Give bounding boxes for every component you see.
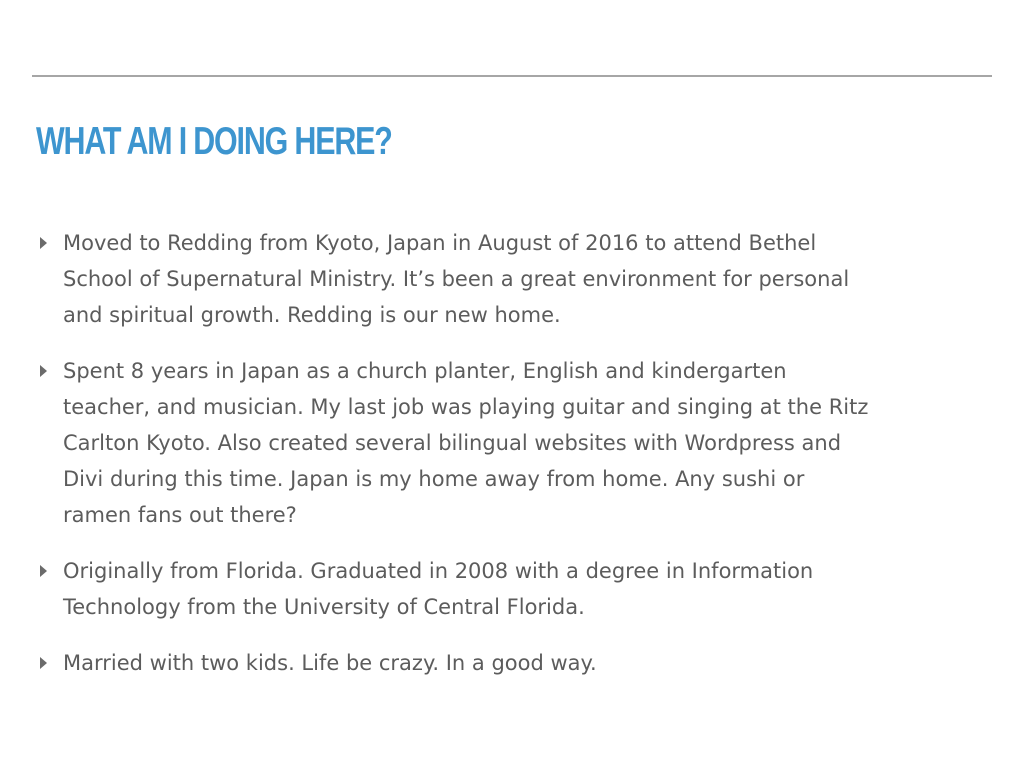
bullet-item bbox=[40, 353, 990, 533]
bullet-list bbox=[40, 225, 990, 701]
bullet-text: Originally from Florida. Graduated in 2008 with a degree in Information Technology from the University of Central Florida. bbox=[63, 559, 814, 619]
bullet-text: Spent 8 years in Japan as a church planter, English and kindergarten teacher, and musician. My last job was playing guitar and singing at the Ritz Carlton Kyoto. Also created several bilingual websites with Wordpress and Divi during this time. Japan is my home away from home. Any sushi or ramen fans out there? bbox=[63, 359, 869, 527]
bullet-item bbox=[40, 645, 990, 681]
slide-title: WHAT AM I DOING HERE? bbox=[36, 120, 392, 163]
triangle-right-icon bbox=[40, 657, 47, 669]
header-divider bbox=[32, 75, 992, 77]
triangle-right-icon bbox=[40, 565, 47, 577]
triangle-right-icon bbox=[40, 365, 47, 377]
triangle-right-icon bbox=[40, 237, 47, 249]
bullet-item bbox=[40, 225, 990, 333]
bullet-item bbox=[40, 553, 990, 625]
bullet-text: Moved to Redding from Kyoto, Japan in August of 2016 to attend Bethel School of Supernatural Ministry. It’s been a great environment for personal and spiritual growth. Redding is our new home. bbox=[63, 231, 850, 327]
bullet-text: Married with two kids. Life be crazy. In a good way. bbox=[63, 651, 597, 675]
